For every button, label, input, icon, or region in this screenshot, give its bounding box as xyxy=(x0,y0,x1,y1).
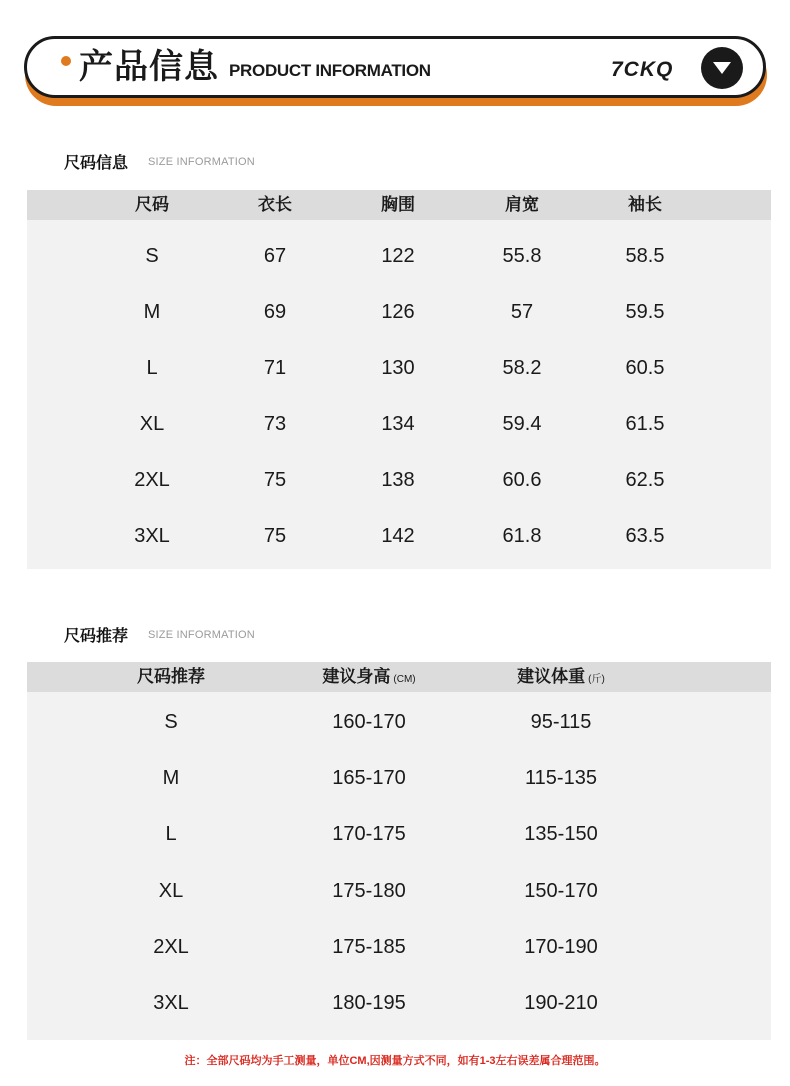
size-info-table xyxy=(27,190,771,569)
table-cell: 160-170 xyxy=(332,711,406,733)
table-cell: 175-185 xyxy=(332,936,406,958)
size-info-heading xyxy=(64,150,255,173)
table-cell: 67 xyxy=(263,245,287,267)
column-header-label: 尺码推荐 xyxy=(137,667,205,686)
table-cell: 142 xyxy=(381,525,415,547)
column-header-label: 建议体重 xyxy=(517,667,586,686)
column-header xyxy=(322,666,415,691)
table-cell: 138 xyxy=(381,469,415,491)
table-cell: 59.5 xyxy=(625,301,665,323)
table-cell: 60.6 xyxy=(502,469,542,491)
table-cell: 170-190 xyxy=(524,936,598,958)
table-cell: 95-115 xyxy=(530,711,592,733)
size-recommend-heading xyxy=(64,623,255,646)
table-cell: 135-150 xyxy=(524,823,598,845)
column-header: 肩宽 xyxy=(505,195,539,214)
brand-logo: 7CKQ xyxy=(611,58,674,81)
table-cell: 122 xyxy=(381,245,415,267)
chevron-down-icon xyxy=(710,58,734,78)
table-cell: 75 xyxy=(263,525,287,547)
table-cell: S xyxy=(164,711,178,733)
column-header-unit: (斤) xyxy=(588,674,605,685)
table-cell: 63.5 xyxy=(625,525,665,547)
table-cell: 58.2 xyxy=(502,357,542,379)
table-cell: 62.5 xyxy=(625,469,665,491)
table-cell: 59.4 xyxy=(502,413,542,435)
page-title: 产品信息 xyxy=(79,48,219,86)
table-cell: 61.8 xyxy=(502,525,542,547)
table-cell: 150-170 xyxy=(524,880,598,902)
table-cell: 165-170 xyxy=(332,767,406,789)
table-cell: 2XL xyxy=(153,936,189,958)
table-cell: L xyxy=(165,823,177,845)
table-cell: M xyxy=(143,301,161,323)
table-cell: 190-210 xyxy=(524,992,598,1014)
bullet-dot-icon xyxy=(61,56,71,66)
size-recommend-title: 尺码推荐 xyxy=(64,628,129,645)
column-header: 衣长 xyxy=(258,195,292,214)
table-cell: 126 xyxy=(381,301,415,323)
page-subtitle: PRODUCT INFORMATION xyxy=(229,61,431,80)
table-cell: 58.5 xyxy=(625,245,665,267)
size-info-title: 尺码信息 xyxy=(64,155,129,172)
table-cell: 3XL xyxy=(134,525,170,547)
table-cell: 71 xyxy=(263,357,287,379)
size-info-subtitle: SIZE INFORMATION xyxy=(148,155,255,168)
table-cell: 2XL xyxy=(134,469,170,491)
size-recommend-table xyxy=(27,662,771,1040)
table-cell: 175-180 xyxy=(332,880,406,902)
table-cell: 170-175 xyxy=(332,823,406,845)
table-cell: 61.5 xyxy=(625,413,665,435)
column-header: 袖长 xyxy=(628,195,662,214)
table-cell: 180-195 xyxy=(332,992,406,1014)
column-header-unit: (CM) xyxy=(393,674,416,685)
table-cell: 75 xyxy=(263,469,287,491)
table-cell: 130 xyxy=(381,357,415,379)
table-cell: 57 xyxy=(510,301,534,323)
column-header-label: 建议身高 xyxy=(322,667,391,686)
table-cell: L xyxy=(146,357,158,379)
header-bar xyxy=(24,36,766,98)
table-cell: S xyxy=(145,245,159,267)
table-cell: 73 xyxy=(263,413,287,435)
footnote: 注：全部尺码均为手工测量，单位CM,因测量方式不同，如有1-3左右误差属合理范围。 xyxy=(184,1055,606,1067)
table-cell: 69 xyxy=(263,301,287,323)
column-header xyxy=(517,666,605,691)
dropdown-button[interactable] xyxy=(701,47,743,89)
column-header: 尺码 xyxy=(135,195,169,214)
table-cell: 3XL xyxy=(153,992,189,1014)
table-cell: XL xyxy=(139,413,165,435)
table-cell: 134 xyxy=(381,413,415,435)
column-header xyxy=(137,666,205,688)
table-cell: M xyxy=(162,767,180,789)
column-header: 胸围 xyxy=(381,195,415,214)
size-recommend-subtitle: SIZE INFORMATION xyxy=(148,628,255,641)
table-cell: XL xyxy=(158,880,184,902)
table-cell: 55.8 xyxy=(502,245,542,267)
table-cell: 60.5 xyxy=(625,357,665,379)
table-cell: 115-135 xyxy=(525,767,597,789)
